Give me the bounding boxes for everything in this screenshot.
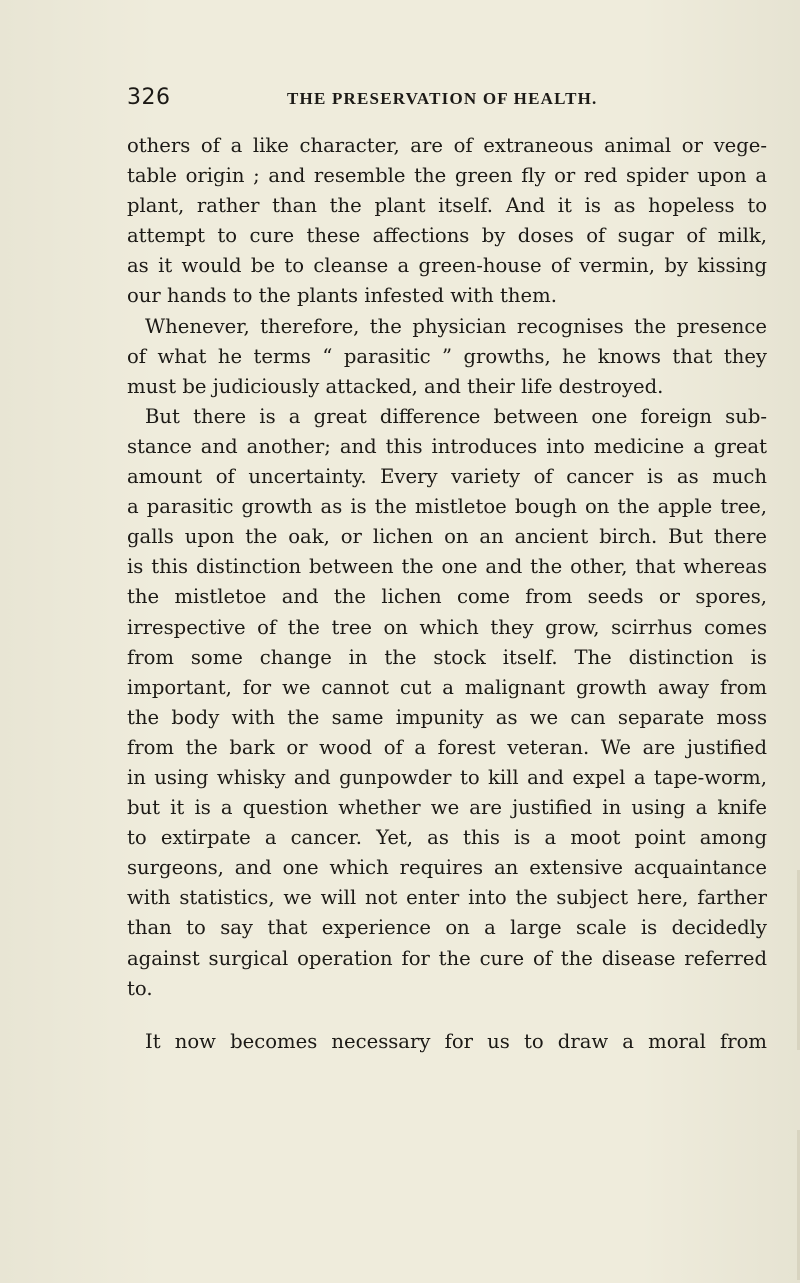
text-line: surgeons, and one which requires an extensive acquaintance <box>127 856 767 880</box>
running-head: THE PRESERVATION OF HEALTH. <box>287 89 598 108</box>
text-line: our hands to the plants infested with them. <box>127 284 557 308</box>
text-line: against surgical operation for the cure of the disease referred <box>127 946 767 970</box>
text-line: from some change in the stock itself. The distinction is <box>127 645 767 669</box>
body-text <box>127 131 767 1057</box>
text-line: but it is a question whether we are justified in using a knife <box>127 796 767 820</box>
text-line: the mistletoe and the lichen come from seeds or spores, <box>127 585 767 609</box>
text-line: is this distinction between the one and the other, that whereas <box>127 555 767 579</box>
text-line: But there is a great difference between one foreign sub- <box>145 404 767 428</box>
text-line: in using whisky and gunpowder to kill and expel a tape-worm, <box>127 765 767 789</box>
text-line: with statistics, we will not enter into the subject here, farther <box>127 886 767 910</box>
text-line: irrespective of the tree on which they grow, scirrhus comes <box>127 615 767 639</box>
text-line: to extirpate a cancer. Yet, as this is a moot point among <box>127 826 767 850</box>
text-line: as it would be to cleanse a green-house of vermin, by kissing <box>127 254 767 278</box>
text-line: amount of uncertainty. Every variety of cancer is as much <box>127 465 767 489</box>
text-line: a parasitic growth as is the mistletoe bough on the apple tree, <box>127 495 767 519</box>
text-line: Whenever, therefore, the physician recognises the presence <box>145 314 767 338</box>
text-line: others of a like character, are of extraneous animal or vege- <box>127 134 767 157</box>
text-line: must be judiciously attacked, and their life destroyed. <box>127 374 664 398</box>
page-number: 326 <box>127 85 171 110</box>
text-line: to. <box>127 976 153 1000</box>
text-line: important, for we cannot cut a malignant growth away from <box>127 675 767 699</box>
text-line: attempt to cure these affections by doses of sugar of milk, <box>127 224 767 248</box>
text-line: from the bark or wood of a forest veteran. We are justified <box>127 735 767 759</box>
text-line: the body with the same impunity as we can separate moss <box>127 705 767 729</box>
text-line: plant, rather than the plant itself. And it is as hopeless to <box>127 194 767 218</box>
text-line: than to say that experience on a large scale is decidedly <box>127 916 767 940</box>
text-line: of what he terms “ parasitic ” growths, he knows that they <box>127 344 767 368</box>
text-line: stance and another; and this introduces into medicine a great <box>127 434 767 458</box>
text-line: table origin ; and resemble the green fly or red spider upon a <box>127 164 767 188</box>
text-line: galls upon the oak, or lichen on an ancient birch. But there <box>127 525 767 549</box>
page-header <box>127 85 767 115</box>
text-line: It now becomes necessary for us to draw a moral from <box>145 1029 767 1053</box>
